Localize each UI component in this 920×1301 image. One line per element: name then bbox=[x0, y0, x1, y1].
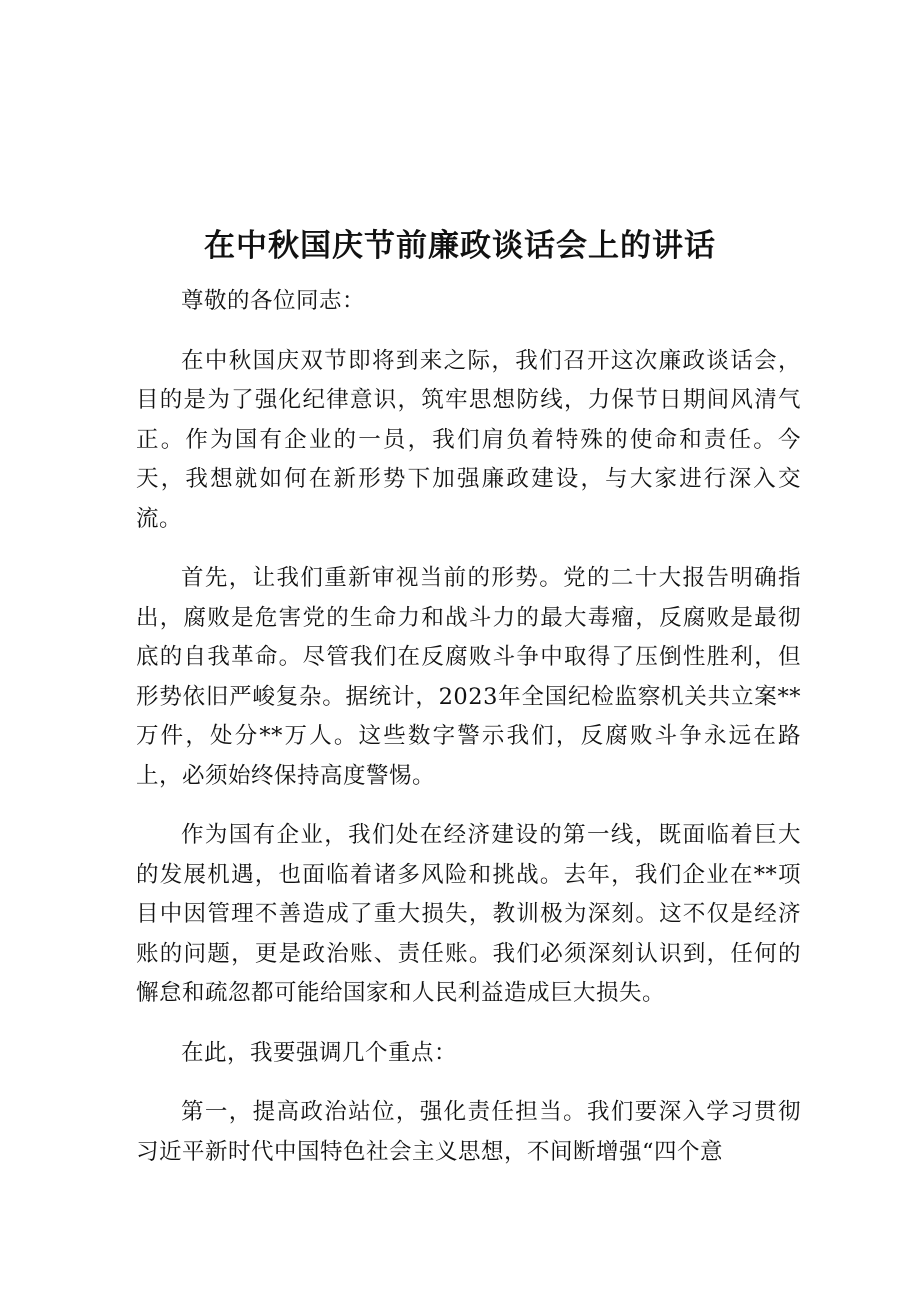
paragraph-situation: 首先，让我们重新审视当前的形势。党的二十大报告明确指出，腐败是危害党的生命力和战斗力的最大毒瘤，反腐败是最彻底的自我革命。尽管我们在反腐败斗争中取得了压倒性胜利，但形势依旧严峻复杂。据统计，2023年全国纪检监察机关共立案**万件，处分**万人。这些数字警示我们，反腐败斗争永远在路上，必须始终保持高度警惕。 bbox=[136, 565, 801, 789]
paragraph-emphasis: 在此，我要强调几个重点： bbox=[181, 1039, 458, 1066]
document-body bbox=[136, 282, 801, 1172]
paragraph-intro: 在中秋国庆双节即将到来之际，我们召开这次廉政谈话会，目的是为了强化纪律意识，筑牢思想防线，力保节日期间风清气正。作为国有企业的一员，我们肩负着特殊的使命和责任。今天，我想就如何在新形势下加强廉政建设，与大家进行深入交流。 bbox=[136, 347, 801, 532]
paragraph-first-point: 第一，提高政治站位，强化责任担当。我们要深入学习贯彻习近平新时代中国特色社会主义思想，不间断增强“四个意 bbox=[136, 1099, 801, 1165]
paragraph-enterprise: 作为国有企业，我们处在经济建设的第一线，既面临着巨大的发展机遇，也面临着诸多风险和挑战。去年，我们企业在**项目中因管理不善造成了重大损失，教训极为深刻。这不仅是经济账的问题，更是政治账、责任账。我们必须深刻认识到，任何的懈怠和疏忽都可能给国家和人民利益造成巨大损失。 bbox=[136, 822, 801, 1006]
document-title: 在中秋国庆节前廉政谈话会上的讲话 bbox=[204, 228, 716, 264]
salutation: 尊敬的各位同志： bbox=[181, 288, 366, 314]
